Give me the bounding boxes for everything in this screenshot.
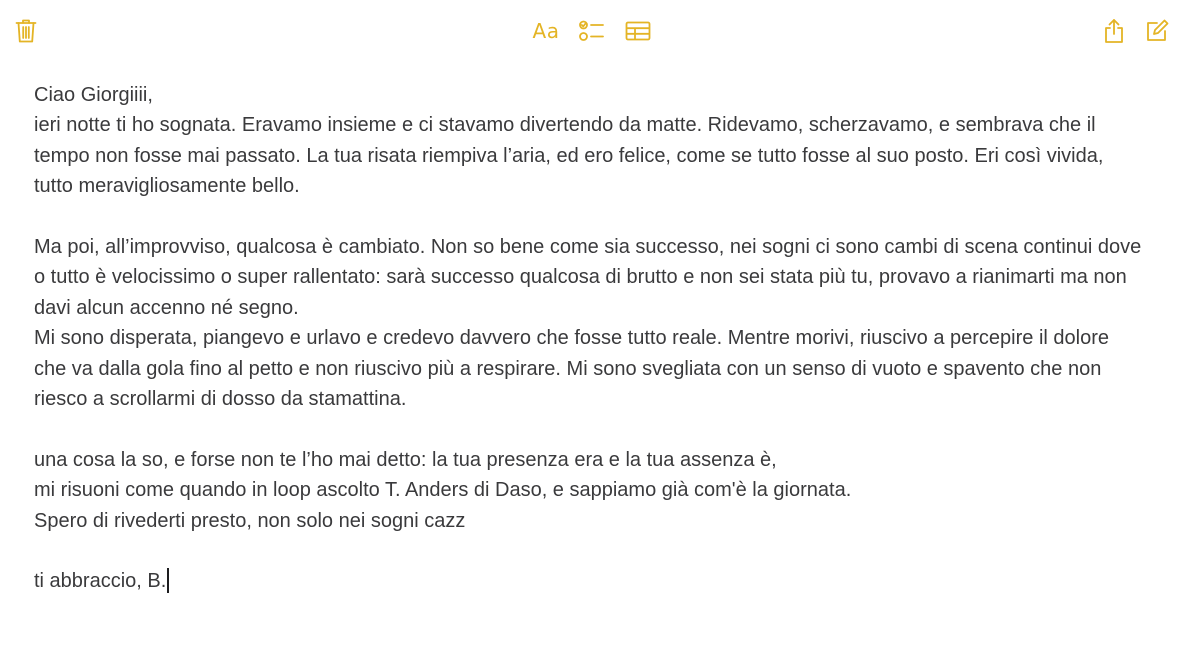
note-paragraph: ieri notte ti ho sognata. Eravamo insieme e ci stavamo divertendo da matte. Ridevamo, scherzavamo, e sembrava che il tempo non fosse mai passato. La tua risata riempiva l’aria, ed ero felice, come se tutto fosse al suo posto. Eri così vivida, tutto meravigliosamente bello. [34,114,1104,198]
note-line: mi risuoni come quando in loop ascolto T. Anders di Daso, e sappiamo già com'è la giornata. [34,479,852,502]
note-greeting: Ciao Giorgiiii, [34,84,153,106]
trash-icon [15,18,37,44]
toolbar [0,0,1179,60]
share-button[interactable] [1098,14,1130,48]
blank-line [34,414,1144,444]
blank-line [34,536,1144,566]
compose-button[interactable] [1141,14,1173,48]
delete-note-button[interactable] [10,14,42,48]
note-signoff-line [34,566,1144,596]
table-icon [625,21,651,41]
compose-icon [1145,19,1169,43]
note-line: Spero di rivederti presto, non solo nei sogni cazz [34,509,466,532]
format-button[interactable] [528,14,564,48]
note-paragraph: Ma poi, all’improvviso, qualcosa è cambiato. Non so bene come sia successo, nei sogni ci sono cambi di scena continui dove o tutto è velocissimo o super rallentato: sarà successo qualcosa di brutto e non sei stata più tu, provavo a rianimarti ma non davi alcun accenno né segno. [34,236,1142,319]
blank-line [34,202,1144,232]
checklist-button[interactable] [576,14,608,48]
text-cursor [167,568,169,593]
format-label: Aa [532,19,560,43]
note-line: una cosa la so, e forse non te l’ho mai detto: la tua presenza era e la tua assenza è, [34,448,777,471]
share-icon [1103,18,1125,44]
note-editor[interactable] [34,80,1144,597]
note-signoff: ti abbraccio, B. [34,570,167,593]
checklist-icon [579,20,605,42]
note-paragraph: Mi sono disperata, piangevo e urlavo e credevo davvero che fosse tutto reale. Mentre morivi, riuscivo a percepire il dolore che va dalla gola fino al petto e non riuscivo più a respirare. Mi sono svegliata con un senso di vuoto e spavento che non riesco a scrollarmi di dosso da stamattina. [34,327,1109,411]
table-button[interactable] [622,14,654,48]
